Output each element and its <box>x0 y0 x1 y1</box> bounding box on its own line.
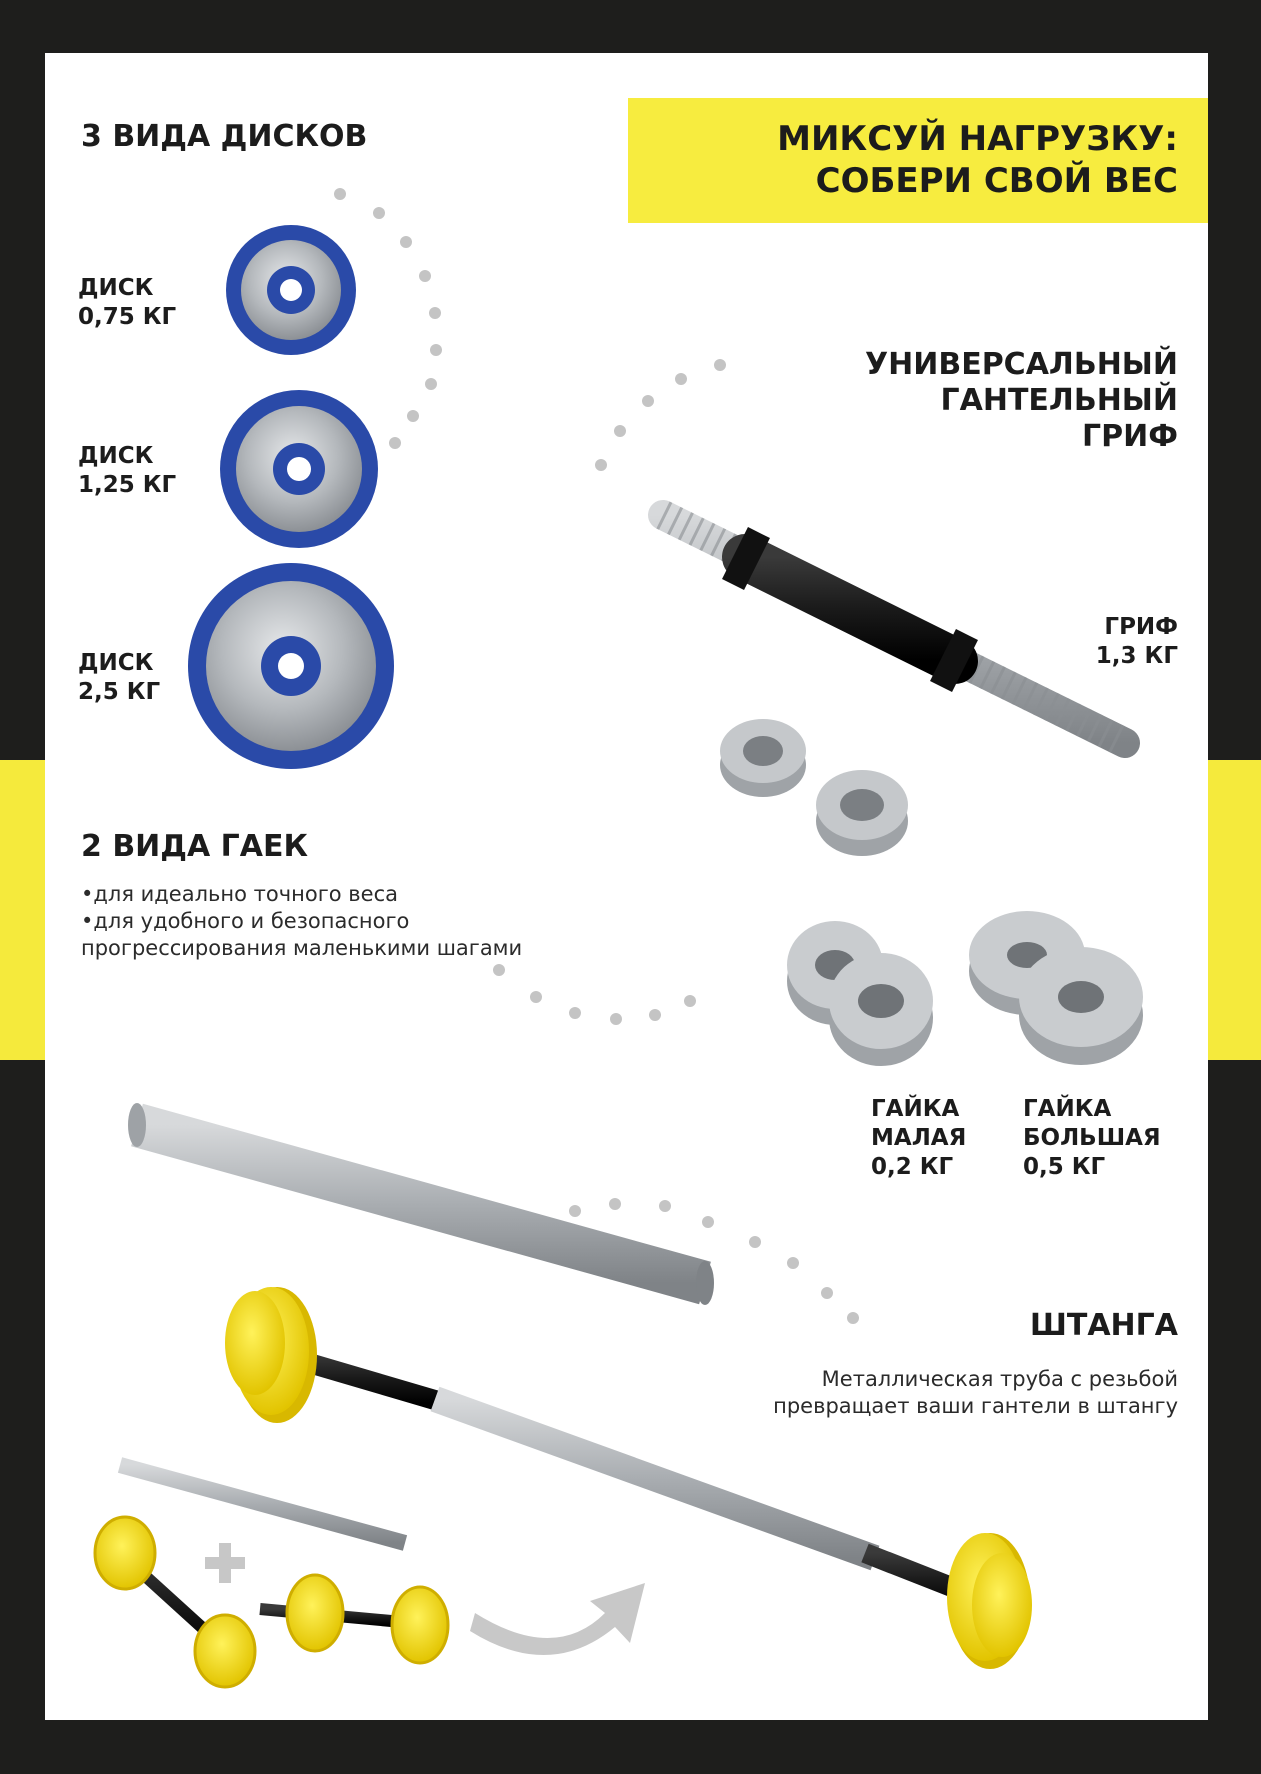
large-nut-image <box>969 911 1143 1065</box>
handle-weight-line-1: ГРИФ <box>1104 614 1178 640</box>
disc-1-25-image <box>220 390 378 548</box>
small-nut-weight: 0,2 КГ <box>871 1154 954 1180</box>
curved-arrow-icon <box>470 1583 645 1655</box>
dotted-arc-handle <box>595 359 726 471</box>
nuts-bullet-1: •для идеально точного веса <box>81 882 398 906</box>
barbell-tube-image <box>128 1103 714 1305</box>
disc-weight: 1,25 КГ <box>78 472 177 498</box>
small-nut-line-2: МАЛАЯ <box>871 1125 967 1151</box>
small-nut-image <box>787 921 933 1066</box>
barbell-heading: ШТАНГА <box>1029 1308 1178 1343</box>
disc-label-2-5 <box>78 649 160 707</box>
headline-line-1: МИКСУЙ НАГРУЗКУ: <box>777 119 1178 159</box>
disc-2-5-image <box>188 563 394 769</box>
handle-title <box>865 347 1178 455</box>
headline-line-2: СОБЕРИ СВОЙ ВЕС <box>815 161 1178 201</box>
barbell-desc-line-1: Металлическая труба с резьбой <box>821 1367 1178 1391</box>
nuts-bullet-2-cont: прогрессирования маленькими шагами <box>81 936 523 960</box>
dumbbell-kit-image <box>95 1465 448 1687</box>
disc-weight: 2,5 КГ <box>78 679 161 705</box>
handle-title-line-2: ГАНТЕЛЬНЫЙ <box>940 383 1178 418</box>
disc-label-line: ДИСК <box>78 443 154 469</box>
headline-text <box>777 118 1178 202</box>
handle-title-line-1: УНИВЕРСАЛЬНЫЙ <box>864 347 1178 382</box>
barbell-description <box>773 1366 1178 1420</box>
large-nut-label <box>1023 1095 1161 1182</box>
dotted-arc-nuts <box>493 964 696 1025</box>
large-nut-line-2: БОЛЬШАЯ <box>1023 1125 1161 1151</box>
large-nut-line-1: ГАЙКА <box>1023 1096 1112 1122</box>
handle-weight-label <box>1096 613 1178 671</box>
headline-banner <box>628 98 1208 223</box>
handle-weight-line-2: 1,3 КГ <box>1095 643 1178 669</box>
dumbbell-handle-image <box>663 515 1125 743</box>
disc-label-line: ДИСК <box>78 275 154 301</box>
discs-heading: 3 ВИДА ДИСКОВ <box>81 119 368 154</box>
large-nut-weight: 0,5 КГ <box>1023 1154 1106 1180</box>
nuts-description <box>81 881 522 962</box>
handle-nuts-image <box>720 719 908 856</box>
handle-title-line-3: ГРИФ <box>1082 419 1178 454</box>
disc-label-1-25 <box>78 442 176 500</box>
small-nut-line-1: ГАЙКА <box>871 1096 960 1122</box>
small-nut-label <box>871 1095 966 1182</box>
disc-label-line: ДИСК <box>78 650 154 676</box>
content-panel <box>45 53 1208 1720</box>
disc-label-0-75 <box>78 274 176 332</box>
disc-0-75-image <box>226 225 356 355</box>
nuts-bullet-2: •для удобного и безопасного <box>81 909 410 933</box>
disc-weight: 0,75 КГ <box>78 304 177 330</box>
nuts-heading: 2 ВИДА ГАЕК <box>81 829 309 864</box>
barbell-desc-line-2: превращает ваши гантели в штангу <box>773 1394 1178 1418</box>
